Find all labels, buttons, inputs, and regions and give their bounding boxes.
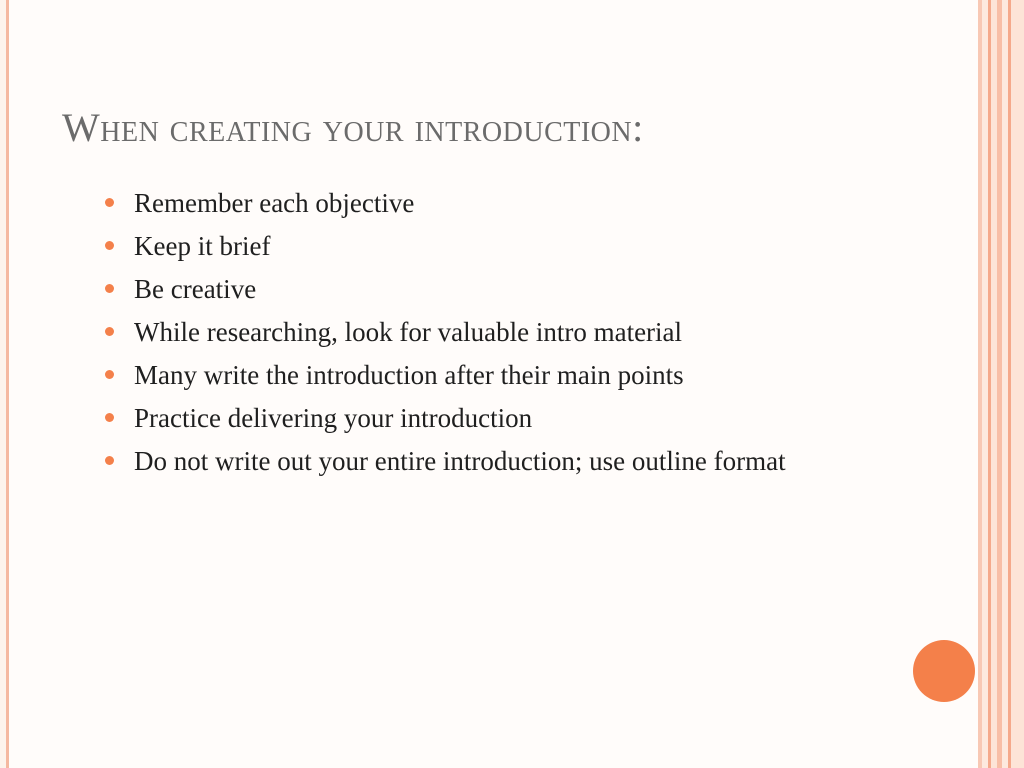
bullet-text: Remember each objective: [134, 188, 415, 218]
bullet-text: While researching, look for valuable intro material: [134, 317, 683, 347]
bullet-item: [105, 401, 905, 435]
slide-title: When creating your introduction:: [62, 105, 644, 150]
bullet-dot-icon: [105, 413, 114, 422]
bullet-dot-icon: [105, 241, 114, 250]
bullet-text: Do not write out your entire introduction; use outline format: [134, 446, 786, 476]
bullet-text: Many write the introduction after their main points: [134, 360, 684, 390]
bullet-item: [105, 229, 905, 263]
bullet-list: [105, 186, 905, 487]
bullet-item: [105, 444, 905, 478]
right-stripe: [1011, 0, 1024, 768]
bullet-text: Keep it brief: [134, 231, 271, 261]
decorative-circle-icon: [913, 640, 975, 702]
bullet-dot-icon: [105, 198, 114, 207]
bullet-dot-icon: [105, 284, 114, 293]
bullet-item: [105, 186, 905, 220]
bullet-dot-icon: [105, 327, 114, 336]
bullet-dot-icon: [105, 456, 114, 465]
bullet-text: Be creative: [134, 274, 257, 304]
bullet-item: [105, 358, 905, 392]
bullet-dot-icon: [105, 370, 114, 379]
bullet-item: [105, 272, 905, 306]
bullet-text: Practice delivering your introduction: [134, 403, 533, 433]
bullet-item: [105, 315, 905, 349]
